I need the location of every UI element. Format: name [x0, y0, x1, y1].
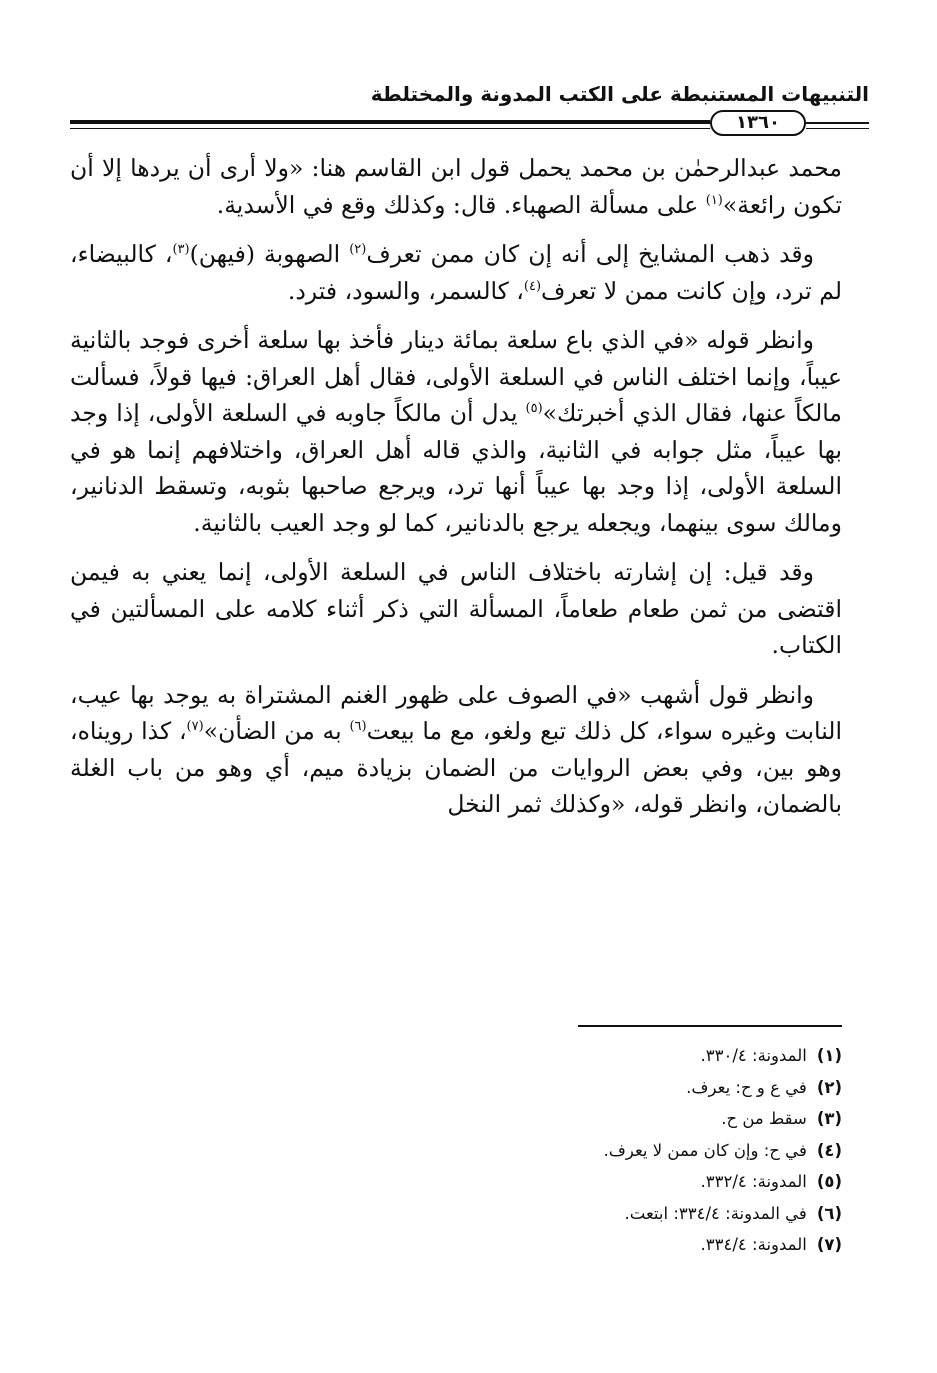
- footnote-5: (٥)المدونة: ٣٣٢/٤.: [700, 1172, 842, 1191]
- paragraph-2: وقد ذهب المشايخ إلى أنه إن كان ممن تعرف$^{(٢)}$ الصهوبة (فيهن)$^{(٣)}$، كالبيضاء، لم ترد، وإن كانت ممن لا تعرف$^{(٤)}$، كالسمر، والسود، فترد.: [70, 240, 842, 305]
- footnote-7: (٧)المدونة: ٣٣٤/٤.: [700, 1235, 842, 1254]
- paragraph-5: وانظر قول أشهب «في الصوف على ظهور الغنم المشتراة به يوجد بها عيب، النابت وغيره سواء، كل ذلك تبع ولغو، مع ما بيعت$^{(٦)}$ به من الضأن»$^{(٧)}$، كذا رويناه، وهو بين، وفي بعض الروايات من الضمان بزيادة ميم، أي وهو من باب الغلة بالضمان، وانظر قوله، «وكذلك ثمر النخل: [70, 680, 842, 818]
- footnote-ref-7: (٧): [186, 719, 204, 735]
- paragraph-4: وقد قيل: إن إشارته باختلاف الناس في السلعة الأولى، إنما يعني به فيمن اقتضى من ثمن طعام طعاماً، المسألة التي ذكر أثناء كلامه على المسألتين في الكتاب.: [70, 558, 842, 659]
- footnote-ref-4: (٤): [523, 278, 542, 294]
- footnote-ref-5: (٥): [525, 401, 543, 417]
- footnote-2: (٢)في ع و ح: يعرف.: [686, 1077, 842, 1097]
- footnote-separator: [578, 1025, 842, 1027]
- footnote-1: (١)المدونة: ٣٣٠/٤.: [700, 1046, 842, 1065]
- page-header: [70, 72, 869, 133]
- header-rule-right-thin: [806, 128, 869, 129]
- paragraph-1: محمد عبدالرحمٰن بن محمد يحمل قول ابن القاسم هنا: «ولا أرى أن يردها إلا أن تكون رائعة»$^{(١)}$ على مسألة الصهباء. قال: وكذلك وقع في الأسدية.: [70, 154, 842, 219]
- main-text: [70, 150, 842, 836]
- footnote-ref-2: (٢): [349, 242, 367, 258]
- footnote-ref-6: (٦): [349, 719, 367, 735]
- header-rule-thick: [70, 120, 710, 124]
- header-rule-right: [806, 122, 869, 124]
- footnotes: [342, 1040, 842, 1261]
- footnote-ref-1: (١): [705, 192, 723, 208]
- footnote-4: (٤)في ح: وإن كان ممن لا يعرف.: [603, 1140, 842, 1160]
- footnote-3: (٣)سقط من ح.: [721, 1109, 842, 1128]
- footnote-6: (٦)في المدونة: ٣٣٤/٤: ابتعت.: [624, 1203, 842, 1223]
- page-number: ١٣٦٠: [710, 110, 806, 136]
- paragraph-3: وانظر قوله «في الذي باع سلعة بمائة دينار فأخذ بها سلعة أخرى فوجد بالثانية عيباً، وإنما اختلف الناس في السلعة الأولى، فقال أهل العراق: فيها قولاً، فسألت مالكاً عنها، فقال الذي أخبرتك»$^{(٥)}$ يدل أن مالكاً جاوبه في السلعة الأولى، إذا وجد بها عيباً، مثل جوابه في الثانية، والذي قاله أهل العراق، واختلافهم إنما هو في السلعة الأولى، إذا وجد بها عيباً أنها ترد، ويرجع صاحبها بثوبه، وتسقط الدنانير، ومالك سوى بينهما، ويجعله يرجع بالدنانير، كما لو وجد العيب بالثانية.: [70, 326, 842, 537]
- header-rule-thin: [70, 128, 710, 129]
- running-title: التنبيهات المستنبطة على الكتب المدونة والمختلطة: [370, 82, 869, 106]
- footnote-ref-3: (٣): [172, 242, 190, 258]
